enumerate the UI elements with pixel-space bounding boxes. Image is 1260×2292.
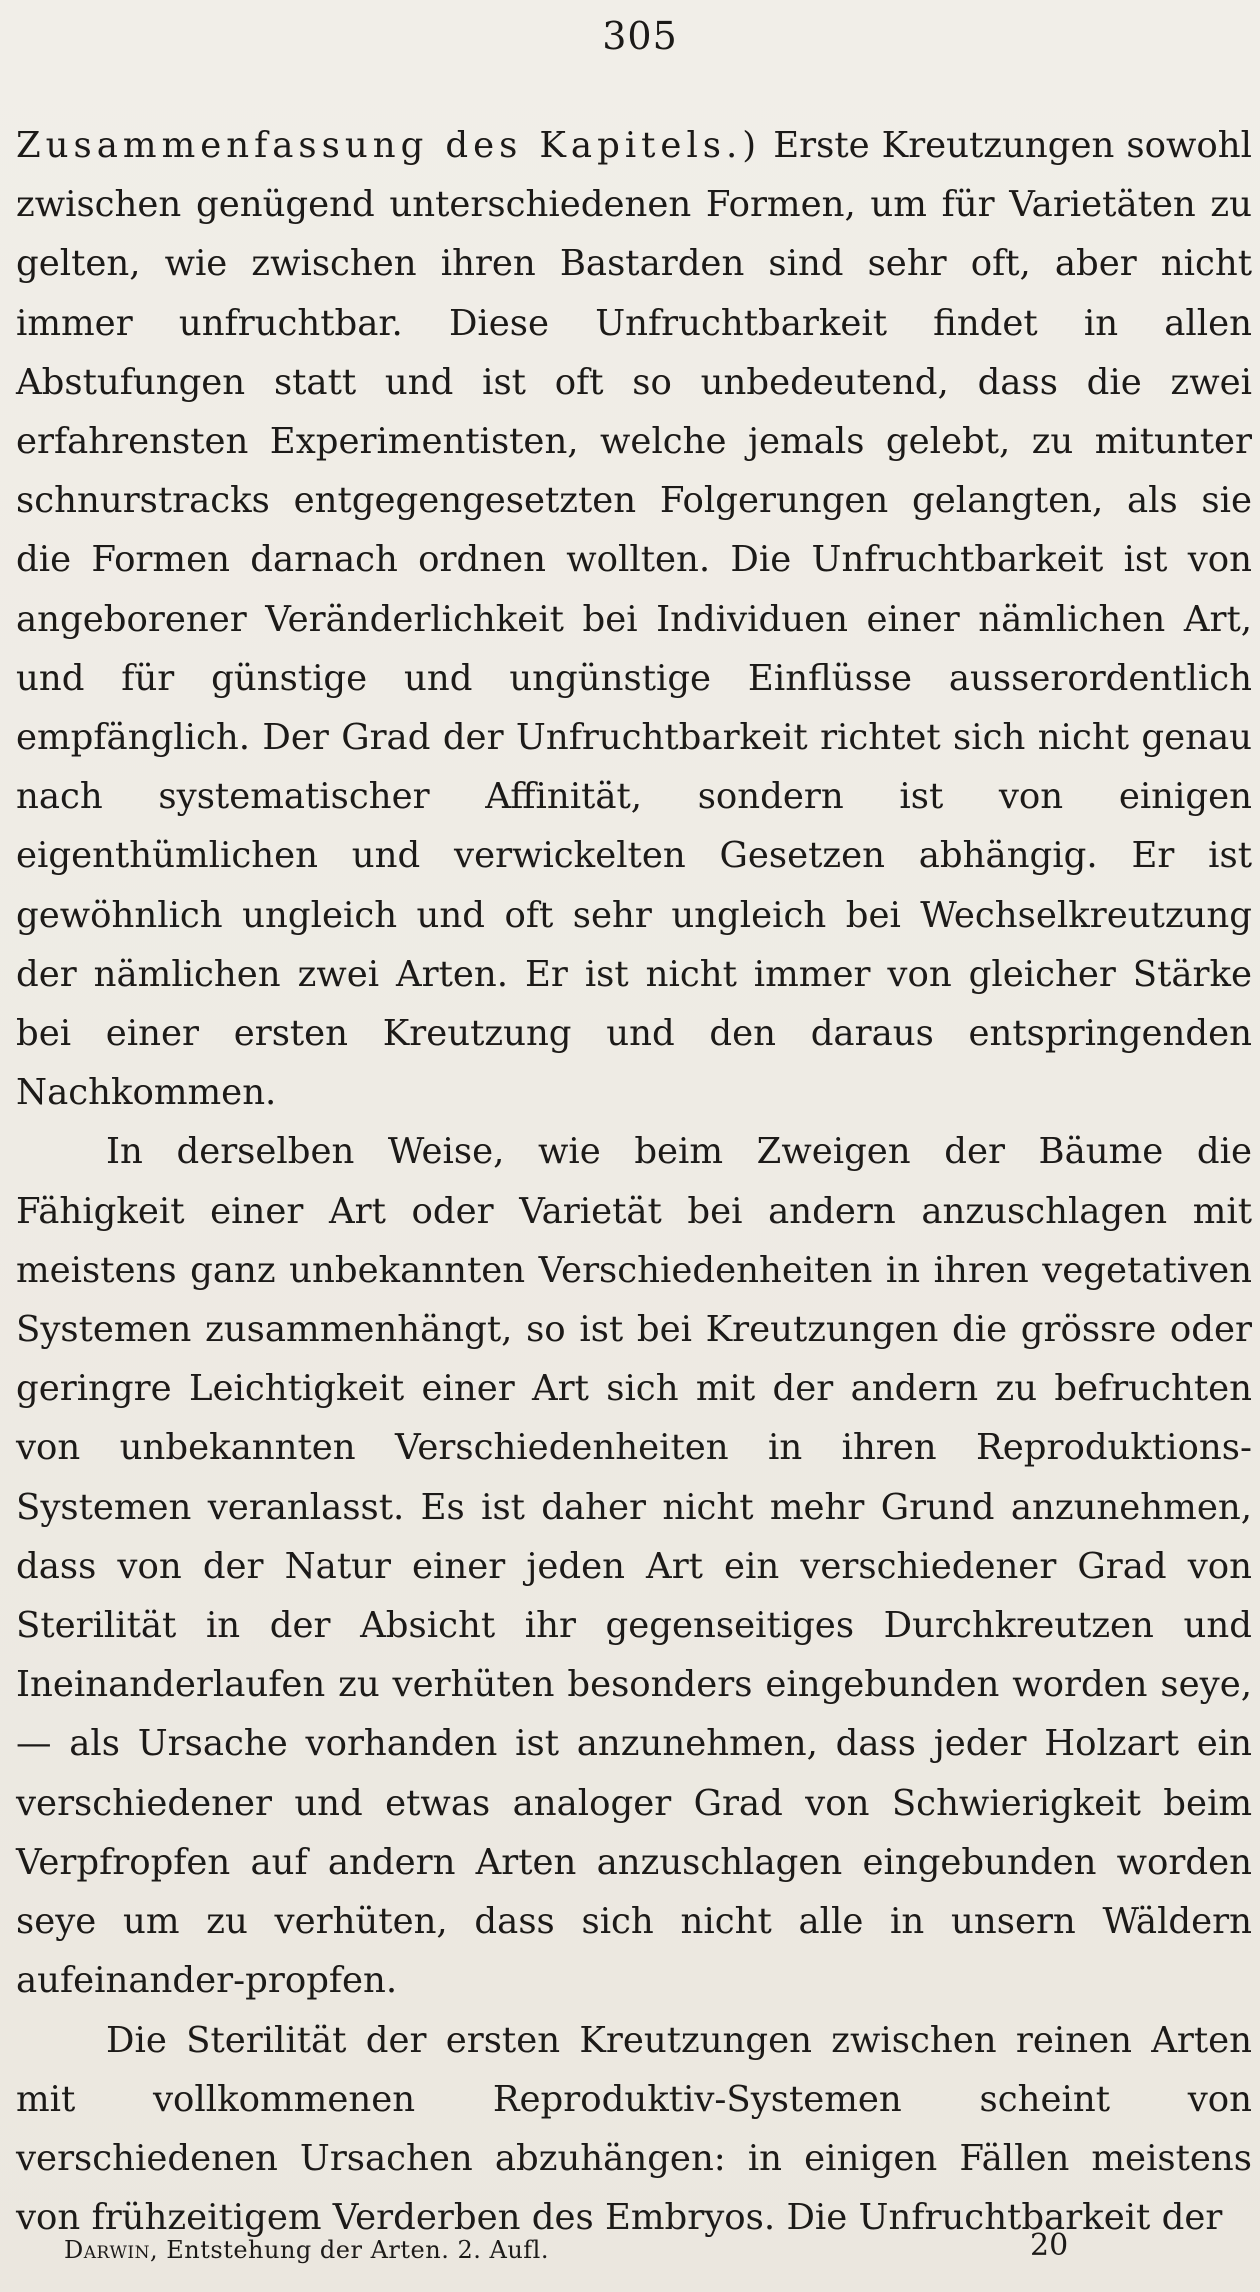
footer-running-title bbox=[64, 2236, 549, 2264]
footer-author: Darwin bbox=[64, 2236, 151, 2264]
body-text bbox=[16, 116, 1252, 2247]
footer-book-title: , Entstehung der Arten. 2. Aufl. bbox=[150, 2236, 549, 2264]
signature-mark: 20 bbox=[1030, 2228, 1069, 2263]
paragraph-1-text: Erste Kreutzungen sowohl zwischen genügend unterschiedenen Formen, um für Varietäten zu gelten, wie zwischen ihren Bastarden sind sehr oft, aber nicht immer unfruchtbar. Diese Unfruchtbarkeit findet in allen Abstufungen statt und ist oft so unbedeutend, dass die zwei erfahrensten Experimentisten, welche jemals gelebt, zu mitunter schnurstracks entgegengesetzten Folgerungen gelangten, als sie die Formen darnach ordnen wollten. Die Unfruchtbarkeit ist von angeborener Veränderlichkeit bei Individuen einer nämlichen Art, und für günstige und ungünstige Einflüsse ausserordentlich empfänglich. Der Grad der Unfruchtbarkeit richtet sich nicht genau nach systematischer Affinität, sondern ist von einigen eigenthümlichen und verwickelten Gesetzen abhängig. Er ist gewöhnlich ungleich und oft sehr ungleich bei Wechselkreutzung der nämlichen zwei Arten. Er ist nicht immer von gleicher Stärke bei einer ersten Kreutzung und den daraus entspringenden Nachkommen. bbox=[16, 125, 1252, 1114]
paragraph-1 bbox=[16, 116, 1252, 1122]
section-heading-inline: Zusammenfassung des Kapitels.) bbox=[16, 125, 762, 166]
paragraph-3: Die Sterilität der ersten Kreutzungen zwischen reinen Arten mit vollkommenen Reproduktiv-Systemen scheint von verschiedenen Ursachen abzuhängen: in einigen Fällen meistens von frühzeitigem Verderben des Embryos. Die Unfruchtbarkeit der bbox=[16, 2019, 1252, 2239]
page-number: 305 bbox=[602, 14, 678, 58]
paragraph-2: In derselben Weise, wie beim Zweigen der Bäume die Fähigkeit einer Art oder Varietät bei andern anzuschlagen mit meistens ganz unbekannten Verschiedenheiten in ihren vegetativen Systemen zusammenhängt, so ist bei Kreutzungen die grössre oder geringre Leichtigkeit einer Art sich mit der andern zu befruchten von unbekannten Verschiedenheiten in ihren Reproduktions-Systemen veranlasst. Es ist daher nicht mehr Grund anzunehmen, dass von der Natur einer jeden Art ein verschiedener Grad von Sterilität in der Absicht ihr gegenseitiges Durchkreutzen und Ineinanderlaufen zu verhüten besonders eingebunden worden seye, — als Ursache vorhanden ist anzunehmen, dass jeder Holzart ein verschiedener und etwas analoger Grad von Schwierigkeit beim Verpfropfen auf andern Arten anzuschlagen eingebunden worden seye um zu verhüten, dass sich nicht alle in unsern Wäldern aufeinander-propfen. bbox=[16, 1131, 1252, 2002]
